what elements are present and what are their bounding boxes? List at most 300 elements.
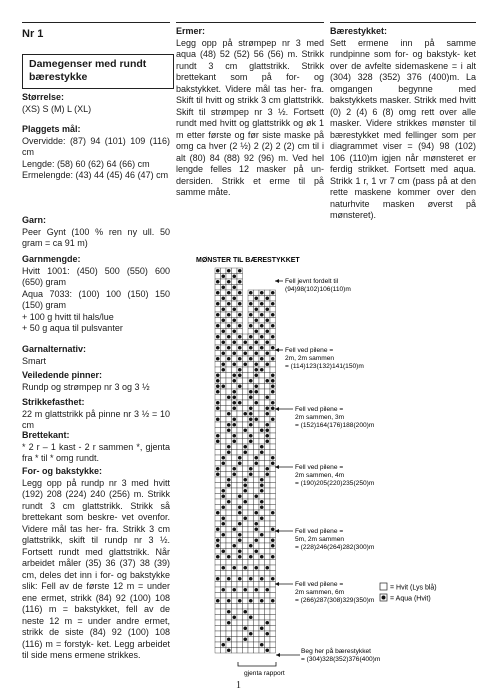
grid-cell [270,307,276,313]
grid-dot [227,445,231,449]
repeat-bracket [238,662,285,677]
grid-cell [215,340,221,346]
grid-cell [226,516,232,522]
legend-dot-mark [382,596,386,600]
section-text: Peer Gynt (100 % ren ny ull. 50 gram = ca 91 m) [22,226,170,249]
grid-cell [243,521,249,527]
grid-dot [243,362,247,366]
grid-cell [259,307,265,313]
grid-cell [226,521,232,527]
grid-cell [243,642,249,648]
grid-cell [215,615,221,621]
grid-cell [237,527,243,533]
grid-cell [248,587,254,593]
grid-dot [238,461,242,465]
start-line1: Beg her på bærestykket [301,648,372,655]
grid-cell [226,510,232,516]
grid-cell [243,433,249,439]
grid-cell [265,483,271,489]
grid-dot [221,285,225,289]
grid-dot [254,296,258,300]
annotation-text: Fell ved pilene = [295,528,344,535]
grid-cell [215,318,221,324]
grid-cell [232,290,238,296]
grid-cell [232,593,238,599]
grid-cell [259,543,265,549]
grid-cell [254,642,260,648]
grid-dot [249,423,253,427]
grid-cell [270,488,276,494]
grid-dot [265,472,269,476]
grid-cell [270,499,276,505]
grid-cell [237,499,243,505]
grid-dot [249,390,253,394]
grid-cell [232,384,238,390]
grid-cell [243,367,249,373]
grid-cell [243,582,249,588]
grid-cell [221,389,227,395]
grid-cell [215,565,221,571]
grid-cell [259,620,265,626]
grid-dot [271,373,275,377]
grid-cell [226,439,232,445]
grid-dot [271,599,275,603]
section-text: Legg opp på rundp nr 3 med hvitt (192) 208 (224) 240 (256) m. Strikk rundt 3 cm glattstrikk. Strikk så brettekant som beskre- vet ovenfor. Videre mål tas her- fra. Strikk 3 cm glattstrikk, skift til rundp nr 3 ½. Fortsett rundt med glattstrikk. Når arbeidet måler (35) 36 (37) 38 (39) cm, deles det inn i for- og bakstykke slik: Fell av de første 12 m = under ene ermet, strikk (84) 92 (100) 108 (116) m = bakstykket, fell av de neste 12 m = under andre ermet, strikk de siste (84) 92 (100) 108 (116) m = forstyk- ket. Legg arbeidet til side mens ermene strikkes. [22,477,170,661]
grid-dot [221,461,225,465]
grid-dot [243,340,247,344]
grid-dot [271,313,275,317]
grid-cell [232,367,238,373]
grid-dot [227,428,231,432]
grid-cell [270,329,276,335]
grid-cell [226,389,232,395]
grid-cell [215,351,221,357]
grid-cell [259,637,265,643]
grid-cell [265,598,271,604]
grid-cell [226,318,232,324]
grid-dot [260,357,264,361]
grid-cell [265,642,271,648]
grid-cell [221,301,227,307]
grid-dot [232,588,236,592]
page-title: Damegenser med rundt bærestykke [22,54,174,89]
grid-dot [254,566,258,570]
section-heading: Garn: [22,215,47,225]
ermer-text: Legg opp på strømpep nr 3 med aqua (48) 52 (52) 56 (56) m. Strikk rundt 3 cm glattstrikk. Strikk brettekant som på for- og bakstykket. Videre mål tas her- fra. Skift til hvitt og strikk 3 cm glattstrikk. Skift til strømpep nr 3 ½. Fortsett rundt med hvitt og glattstrikk og øk 1 m etter første og før siste maske på omg ca hver (2 ½) 2 (2) 2 (2) cm til i alt (80) 84 (88) 92 (96) m. Ved hel lengde felles 12 masker på un- dersiden. Strikk et erme til på samme måte. [176,37,324,198]
grid-dot [260,516,264,520]
grid-cell [237,477,243,483]
grid-cell [232,516,238,522]
grid-dot [216,269,220,273]
grid-cell [265,505,271,511]
grid-dot [216,439,220,443]
grid-dot [249,313,253,317]
grid-cell [226,538,232,544]
grid-cell [254,439,260,445]
annotation-text: 2m, 2m sammen [285,355,335,362]
grid-cell [270,422,276,428]
grid-cell [226,604,232,610]
grid-dot [254,401,258,405]
grid-dot [249,357,253,361]
grid-cell [237,631,243,637]
grid-cell [243,576,249,582]
grid-dot [216,401,220,405]
grid-dot [216,467,220,471]
pattern-number: Nr 1 [22,22,170,41]
grid-cell [259,587,265,593]
grid-cell [248,565,254,571]
grid-cell [221,466,227,472]
grid-cell [232,312,238,318]
grid-cell [265,367,271,373]
grid-dot [243,566,247,570]
grid-dot [249,379,253,383]
grid-dot [221,368,225,372]
annotation-text: = (228)246(264)282(300)m [295,544,375,551]
grid-cell [243,384,249,390]
grid-cell [248,521,254,527]
grid-cell [248,516,254,522]
grid-cell [259,494,265,500]
grid-cell [226,373,232,379]
grid-cell [226,571,232,577]
grid-cell [265,560,271,566]
grid-dot [260,500,264,504]
grid-dot [232,395,236,399]
grid-dot [238,384,242,388]
grid-dot [232,351,236,355]
grid-cell [254,582,260,588]
grid-cell [254,301,260,307]
grid-cell [237,444,243,450]
grid-cell [243,532,249,538]
grid-dot [232,423,236,427]
grid-cell [259,329,265,335]
grid-cell [232,323,238,329]
grid-dot [260,445,264,449]
grid-dot [260,643,264,647]
grid-cell [254,593,260,599]
grid-cell [237,340,243,346]
grid-cell [232,428,238,434]
grid-cell [270,516,276,522]
grid-cell [232,598,238,604]
legend-dot-label: = Aqua (Hvit) [390,595,431,603]
grid-cell [270,593,276,599]
grid-cell [248,329,254,335]
grid-cell [243,615,249,621]
grid-cell [248,444,254,450]
grid-cell [265,532,271,538]
grid-dot [232,285,236,289]
grid-cell [226,631,232,637]
grid-cell [254,637,260,643]
grid-cell [270,631,276,637]
grid-cell [259,340,265,346]
grid-cell [232,477,238,483]
annotation-text: Fell ved pilene = [285,347,334,354]
grid-cell [259,406,265,412]
grid-cell [270,549,276,555]
section-text: Smart [22,355,47,366]
grid-cell [232,576,238,582]
grid-dot [243,478,247,482]
grid-cell [243,538,249,544]
grid-cell [237,472,243,478]
grid-cell [232,461,238,467]
grid-cell [270,615,276,621]
grid-dot [271,302,275,306]
grid-cell [237,483,243,489]
grid-dot [265,434,269,438]
grid-dot [243,428,247,432]
grid-dot [254,351,258,355]
grid-cell [248,620,254,626]
grid-cell [248,549,254,555]
grid-cell [270,560,276,566]
grid-cell [270,648,276,654]
grid-dot [232,296,236,300]
grid-cell [237,637,243,643]
grid-dot [227,423,231,427]
grid-cell [221,554,227,560]
grid-cell [270,587,276,593]
grid-dot [265,566,269,570]
grid-cell [215,444,221,450]
grid-cell [248,510,254,516]
grid-cell [232,609,238,615]
repeat-label: gjenta rapport [244,670,285,677]
grid-dot [254,318,258,322]
grid-dot [271,379,275,383]
grid-cell [265,450,271,456]
section-text: * 2 r – 1 kast - 2 r sammen *, gjenta fra * til * omg rundt. [22,441,170,464]
grid-dot [271,390,275,394]
grid-cell [221,323,227,329]
grid-cell [221,356,227,362]
annotation-text: 2m sammen, 4m [295,472,345,479]
grid-cell [265,323,271,329]
grid-dot [227,500,231,504]
grid-cell [248,307,254,313]
section-text: Rundp og strømpep nr 3 og 3 ½ [22,381,150,392]
section-heading: Brettekant: [22,430,70,440]
grid-cell [237,516,243,522]
grid-dot [221,362,225,366]
grid-dot [232,307,236,311]
grid-dot [232,615,236,619]
grid-cell [265,461,271,467]
grid-cell [215,307,221,313]
grid-cell [254,450,260,456]
grid-cell [259,604,265,610]
grid-cell [221,290,227,296]
grid-dot [265,340,269,344]
grid-cell [254,576,260,582]
grid-dot [216,390,220,394]
grid-cell [221,400,227,406]
grid-dot [271,384,275,388]
grid-cell [243,417,249,423]
grid-cell [248,450,254,456]
grid-dot [238,346,242,350]
grid-cell [237,296,243,302]
grid-dot [271,527,275,531]
grid-dot [265,632,269,636]
grid-cell [259,582,265,588]
annotation-text: 2m sammen, 3m [295,414,345,421]
grid-dot [232,417,236,421]
grid-cell [232,532,238,538]
annotation-text: 5m, 2m sammen [295,536,345,543]
grid-dot [238,302,242,306]
grid-dot [232,379,236,383]
grid-cell [248,532,254,538]
grid-cell [226,307,232,313]
grid-cell [221,312,227,318]
grid-dot [254,538,258,542]
grid-cell [254,631,260,637]
grid-cell [232,582,238,588]
grid-dot [216,555,220,559]
baerestykket-text: Sett ermene inn på samme rundpinne som for- og bakstyk- ket over de avfelte sidemaskene = i alt (304) 328 (352) 376 (400)m. La omgangen begynne med bakstykkets masker. Strikk med hvitt (0) 2 (4) 6 (8) omg rett over alle masker. Videre strikkes mønster til bærestykket med fellinger som per diagrammet viser = (94) 98 (102) 106 (110)m igjen når mønsteret er ferdig strikket. Fortsett med aqua. Strikk 1 r, 1 vr 7 cm (pass på at den rette maskene kommer over den naturhvite masken øverst på mønsteret). [330,37,476,221]
grid-cell [243,604,249,610]
grid-cell [237,428,243,434]
grid-dot [227,302,231,306]
grid-cell [248,505,254,511]
section-heading: Garnmengde: [22,254,81,264]
grid-cell [237,362,243,368]
grid-cell [237,285,243,291]
grid-dot [254,384,258,388]
ermer-heading: Ermer: [176,26,206,36]
grid-dot [260,428,264,432]
grid-cell [226,565,232,571]
grid-cell [232,626,238,632]
grid-dot [238,324,242,328]
grid-cell [254,323,260,329]
grid-dot [216,302,220,306]
grid-cell [254,472,260,478]
grid-cell [270,571,276,577]
grid-dot [260,335,264,339]
grid-cell [215,637,221,643]
grid-dot [249,302,253,306]
grid-cell [270,637,276,643]
grid-cell [221,510,227,516]
grid-cell [259,521,265,527]
grid-dot [227,324,231,328]
start-line2: = (304)328(352)376(400)m [301,656,381,663]
grid-dot [216,335,220,339]
grid-cell [248,593,254,599]
grid-cell [221,279,227,285]
grid-dot [260,626,264,630]
grid-cell [215,631,221,637]
grid-dot [254,527,258,531]
grid-cell [265,626,271,632]
grid-cell [221,373,227,379]
grid-cell [254,648,260,654]
grid-cell [226,626,232,632]
grid-dot [227,599,231,603]
grid-cell [265,637,271,643]
grid-cell [259,466,265,472]
grid-cell [226,367,232,373]
diagram-annotations [275,278,375,604]
grid-cell [265,604,271,610]
grid-cell [243,455,249,461]
grid-cell [226,560,232,566]
grid-cell [270,494,276,500]
grid-cell [259,549,265,555]
grid-cell [243,593,249,599]
grid-cell [215,626,221,632]
legend-white-swatch [380,583,387,590]
grid-cell [232,345,238,351]
grid-cell [259,527,265,533]
section-line: Hvitt 1001: (450) 500 (550) 600 (650) gram [22,265,170,288]
grid-dot [265,648,269,652]
grid-cell [259,472,265,478]
grid-cell [243,527,249,533]
grid-cell [254,444,260,450]
page-number: 1 [236,680,241,691]
grid-cell [254,598,260,604]
grid-dot [260,302,264,306]
grid-dot [271,538,275,542]
grid-dot [249,291,253,295]
grid-dot [249,632,253,636]
grid-dot [254,368,258,372]
grid-dot [243,588,247,592]
grid-cell [254,532,260,538]
grid-cell [265,417,271,423]
grid-dot [227,335,231,339]
grid-dot [221,340,225,344]
grid-dot [249,544,253,548]
grid-cell [265,571,271,577]
grid-cell [243,400,249,406]
grid-cell [259,455,265,461]
grid-cell [254,411,260,417]
grid-dot [243,500,247,504]
grid-dot [238,599,242,603]
grid-dot [216,357,220,361]
grid-dot [216,577,220,581]
grid-dot [265,439,269,443]
grid-cell [232,620,238,626]
grid-cell [221,378,227,384]
grid-dot [227,291,231,295]
grid-cell [248,362,254,368]
grid-dot [238,269,242,273]
grid-dot [271,291,275,295]
grid-cell [221,268,227,274]
grid-cell [270,466,276,472]
grid-cell [270,477,276,483]
grid-cell [215,620,221,626]
grid-cell [232,521,238,527]
grid-cell [243,334,249,340]
grid-cell [265,527,271,533]
grid-cell [215,461,221,467]
grid-dot [221,307,225,311]
annotation-text: Fell ved pilene = [295,464,344,471]
grid-cell [243,356,249,362]
grid-cell [232,554,238,560]
